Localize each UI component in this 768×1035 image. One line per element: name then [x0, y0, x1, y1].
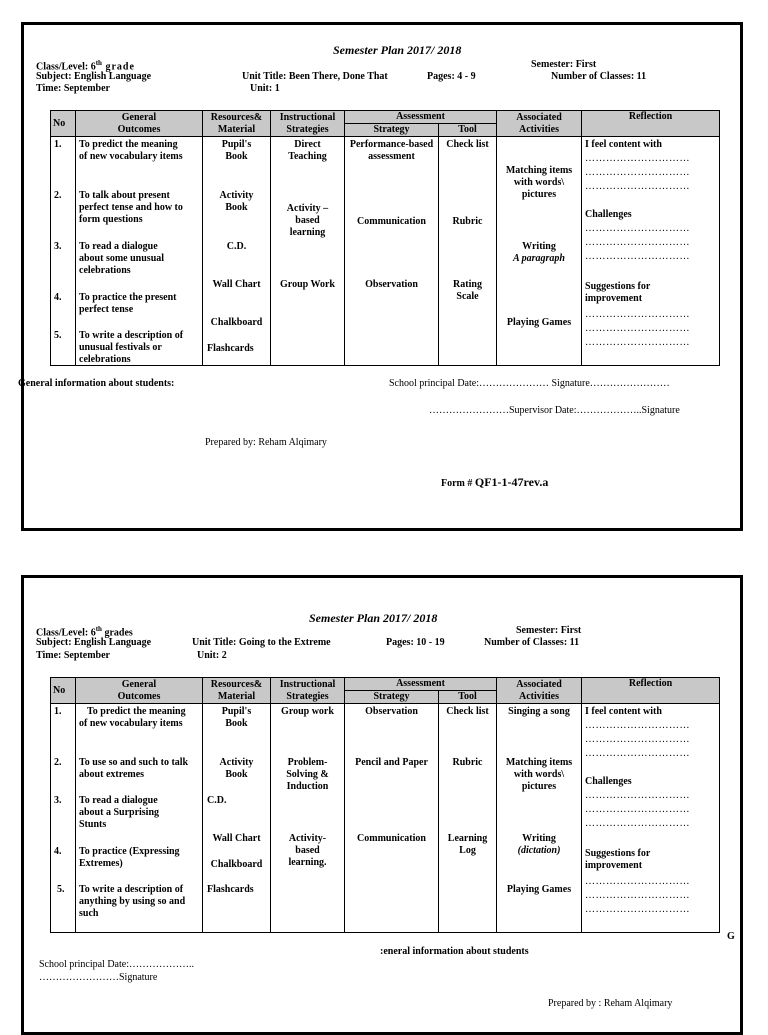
- plan1-strategy: Group Work: [280, 279, 335, 290]
- plan1-number: 4.: [54, 292, 62, 303]
- plan1-resource: C.D.: [226, 241, 247, 252]
- plan2-reflection-dots: …………………………: [585, 734, 691, 745]
- plan2-principal: School principal Date:………………..: [39, 959, 194, 970]
- header-resources-line2: Material: [217, 690, 256, 702]
- plan2-assess-strategy: Observation: [365, 706, 418, 717]
- plan2-activities-cell: [497, 704, 582, 933]
- plan1-pages: Pages: 4 - 9: [427, 71, 476, 82]
- header-reflection: Reflection: [582, 678, 720, 704]
- header-resources-line1: Resources&: [210, 111, 263, 123]
- plan2-class-level-suffix: grades: [101, 627, 133, 639]
- plan1-class-level-prefix: Class/Level: 6: [36, 61, 96, 73]
- header-strategies-line2: Strategies: [286, 690, 329, 702]
- plan2-outcome: To practice (Expressing Extremes): [79, 846, 180, 869]
- plan1-reflection-dots: …………………………: [585, 309, 691, 320]
- plan2-table: [50, 677, 720, 933]
- header-activities-line1: Associated: [516, 111, 562, 123]
- plan1-number: 3.: [54, 241, 62, 252]
- plan2-activity: Singing a song: [508, 706, 570, 717]
- plan2-unit: Unit: 2: [197, 650, 227, 661]
- plan1-activity: Matching items with words\ pictures: [505, 165, 573, 200]
- header-activities-line2: Activities: [519, 690, 560, 702]
- plan2-assess-strategy-cell: [345, 704, 439, 933]
- plan1-time: Time: September: [36, 83, 110, 94]
- plan2-reflection-challenges: Challenges: [585, 776, 632, 787]
- plan2-assess-tool: Rubric: [452, 757, 483, 768]
- plan2-assess-tool: Learning Log: [447, 833, 488, 856]
- plan2-reflection-dots: …………………………: [585, 818, 691, 829]
- header-strategies: [271, 111, 345, 137]
- plan2-outcome: To write a description of anything by using so and such: [79, 884, 186, 919]
- plan1-strategies-cell: [271, 137, 345, 366]
- plan2-resource: Wall Chart: [212, 833, 261, 844]
- plan1-class-level-suffix: grade: [101, 61, 135, 73]
- plan1-form-number: [441, 475, 548, 490]
- plan1-reflection-dots: …………………………: [585, 237, 691, 248]
- plan1-assess-strategy: Communication: [357, 216, 426, 227]
- plan2-time: Time: September: [36, 650, 110, 661]
- plan2-number: 2.: [54, 757, 62, 768]
- plan1-number: 2.: [54, 190, 62, 201]
- plan2-activity: Writing: [522, 833, 556, 844]
- plan1-reflection-suggestions: Suggestions for improvement: [585, 281, 651, 304]
- plan1-class-level-sup: th: [95, 59, 102, 67]
- plan1-title: Semester Plan 2017/ 2018: [333, 43, 462, 57]
- plan2-number: 3.: [54, 795, 62, 806]
- plan1-outcome: To write a description of unusual festivals or celebrations: [79, 330, 184, 365]
- plan1-reflection-dots: …………………………: [585, 337, 691, 348]
- plan2-edge-letter: G: [727, 931, 735, 942]
- header-resources: [203, 678, 271, 704]
- plan2-outcome: To predict the meaning of new vocabulary items: [79, 706, 186, 729]
- plan1-outcome: To read a dialogue about some unusual celebrations: [79, 241, 165, 276]
- plan2-reflection-dots: …………………………: [585, 804, 691, 815]
- plan1-number: 1.: [54, 139, 62, 150]
- plan2-resource: Flashcards: [207, 884, 254, 895]
- plan2-activity: Matching items with words\ pictures: [505, 757, 573, 792]
- plan1-outcome: To predict the meaning of new vocabulary items: [79, 139, 183, 162]
- header-activities-line1: Associated: [516, 678, 562, 690]
- plan2-reflection-dots: …………………………: [585, 748, 691, 759]
- plan2-number: 5.: [57, 884, 65, 895]
- header-tool: Tool: [439, 691, 497, 704]
- plan2-reflection-cell: [582, 704, 720, 933]
- plan2-pages: Pages: 10 - 19: [386, 637, 445, 648]
- plan1-table: [50, 110, 720, 366]
- plan1-reflection-dots: …………………………: [585, 223, 691, 234]
- plan1-resource: Activity Book: [219, 190, 254, 213]
- header-assessment: Assessment: [345, 678, 497, 691]
- plan2-reflection-dots: …………………………: [585, 790, 691, 801]
- plan2-resource: Activity Book: [219, 757, 254, 780]
- plan1-resource: Wall Chart: [212, 279, 261, 290]
- header-no: No: [51, 111, 76, 137]
- plan2-reflection-dots: …………………………: [585, 720, 691, 731]
- plan1-reflection-content: I feel content with: [585, 139, 662, 150]
- plan1-principal: School principal Date:………………… Signature……………………: [389, 378, 670, 389]
- plan1-supervisor: ……………………Supervisor Date:………………..Signature: [429, 405, 680, 416]
- plan1-activity: Writing: [522, 241, 556, 252]
- header-strategy: Strategy: [345, 691, 439, 704]
- plan1-general-info: General information about students:: [18, 378, 175, 389]
- header-outcomes-line2: Outcomes: [117, 690, 161, 702]
- plan1-form-code: QF1-1-47rev.a: [474, 475, 549, 489]
- plan1-outcomes-cell: [76, 137, 203, 366]
- plan1-activity: Playing Games: [506, 317, 572, 328]
- header-resources-line2: Material: [217, 123, 256, 135]
- plan2-subject: Subject: English Language: [36, 637, 152, 648]
- plan1-resource: Chalkboard: [210, 317, 263, 328]
- plan1-reflection-dots: …………………………: [585, 153, 691, 164]
- plan1-assess-tool: Rubric: [452, 216, 483, 227]
- plan2-activity: Playing Games: [506, 884, 572, 895]
- plan2-outcome: To use so and such to talk about extremes: [79, 757, 189, 780]
- plan2-signature: ……………………Signature: [39, 972, 158, 983]
- header-outcomes-line1: General: [121, 678, 157, 690]
- plan2-assess-tool: Check list: [446, 706, 489, 717]
- plan2-outcomes-cell: [76, 704, 203, 933]
- plan2-prepared-by: Prepared by : Reham Alqimary: [548, 998, 673, 1009]
- header-strategies-line2: Strategies: [286, 123, 329, 135]
- header-outcomes-line2: Outcomes: [117, 123, 161, 135]
- plan1-assess-strategy: Observation: [365, 279, 418, 290]
- plan1-reflection-cell: [582, 137, 720, 366]
- header-strategies-line1: Instructional: [279, 678, 336, 690]
- plan1-number: 5.: [54, 330, 62, 341]
- header-resources: [203, 111, 271, 137]
- plan1-outcome: To practice the present perfect tense: [79, 292, 177, 315]
- plan2-resource: Pupil's Book: [221, 706, 252, 729]
- header-assessment: Assessment: [345, 111, 497, 124]
- plan2-class-level-prefix: Class/Level: 6: [36, 627, 96, 639]
- plan1-numbers-cell: [51, 137, 76, 366]
- plan2-semester: Semester: First: [516, 625, 582, 636]
- header-reflection: Reflection: [582, 111, 720, 137]
- plan1-assess-strategy-cell: [345, 137, 439, 366]
- plan2-class-level-sup: th: [95, 625, 102, 633]
- plan2-unit-title: Unit Title: Going to the Extreme: [192, 637, 331, 648]
- plan1-reflection-dots: …………………………: [585, 323, 691, 334]
- header-outcomes: [76, 111, 203, 137]
- plan1-resource: Flashcards: [207, 343, 254, 354]
- plan2-assess-strategy: Communication: [357, 833, 426, 844]
- plan2-resource: C.D.: [207, 795, 227, 806]
- plan1-assess-tool: Rating Scale: [453, 279, 482, 302]
- plan2-assess-tool-cell: [439, 704, 497, 933]
- plan2-resources-cell: [203, 704, 271, 933]
- plan2-num-classes: Number of Classes: 11: [484, 637, 580, 648]
- plan2-activity: (dictation): [517, 845, 561, 856]
- header-activities-line2: Activities: [519, 123, 560, 135]
- header-resources-line1: Resources&: [210, 678, 263, 690]
- plan1-strategy: Activity – based learning: [286, 203, 329, 238]
- plan1-activity: A paragraph: [513, 253, 565, 264]
- header-activities: [497, 678, 582, 704]
- header-activities: [497, 111, 582, 137]
- plan1-reflection-dots: …………………………: [585, 167, 691, 178]
- plan2-strategy: Group work: [281, 706, 334, 717]
- plan2-reflection-dots: …………………………: [585, 876, 691, 887]
- plan2-number: 1.: [54, 706, 62, 717]
- header-outcomes: [76, 678, 203, 704]
- plan1-num-classes: Number of Classes: 11: [551, 71, 647, 82]
- plan1-subject: Subject: English Language: [36, 71, 152, 82]
- plan2-general-info: :eneral information about students: [380, 946, 529, 957]
- plan1-prepared-by: Prepared by: Reham Alqimary: [205, 437, 327, 448]
- header-strategies: [271, 678, 345, 704]
- plan1-assess-tool-cell: [439, 137, 497, 366]
- plan1-resource: Pupil's Book: [221, 139, 252, 162]
- plan1-semester: Semester: First: [531, 59, 597, 70]
- header-strategy: Strategy: [345, 124, 439, 137]
- plan2-strategy: Problem-Solving & Induction: [286, 757, 329, 792]
- plan1-resources-cell: [203, 137, 271, 366]
- header-strategies-line1: Instructional: [279, 111, 336, 123]
- header-no: No: [51, 678, 76, 704]
- plan1-reflection-dots: …………………………: [585, 181, 691, 192]
- plan2-reflection-content: I feel content with: [585, 706, 662, 717]
- plan1-outcome: To talk about present perfect tense and how to form questions: [79, 190, 183, 225]
- plan2-resource: Chalkboard: [210, 859, 263, 870]
- plan2-number: 4.: [54, 846, 62, 857]
- plan2-assess-strategy: Pencil and Paper: [355, 757, 428, 768]
- plan2-reflection-dots: …………………………: [585, 890, 691, 901]
- plan1-reflection-dots: …………………………: [585, 251, 691, 262]
- plan2-title: Semester Plan 2017/ 2018: [309, 611, 438, 625]
- plan2-reflection-dots: …………………………: [585, 904, 691, 915]
- plan1-assess-tool: Check list: [446, 139, 489, 150]
- plan1-strategy: Direct Teaching: [288, 139, 327, 162]
- header-tool: Tool: [439, 124, 497, 137]
- header-outcomes-line1: General: [121, 111, 157, 123]
- plan1-reflection-challenges: Challenges: [585, 209, 632, 220]
- plan1-assess-strategy: Performance-based assessment: [349, 139, 434, 162]
- plan1-activities-cell: [497, 137, 582, 366]
- plan2-numbers-cell: [51, 704, 76, 933]
- plan2-outcome: To read a dialogue about a Surprising Stunts: [79, 795, 160, 830]
- plan1-unit: Unit: 1: [250, 83, 280, 94]
- plan1-form-prefix: Form #: [441, 478, 475, 489]
- plan2-strategies-cell: [271, 704, 345, 933]
- plan2-reflection-suggestions: Suggestions for improvement: [585, 848, 651, 871]
- plan2-strategy: Activity-based learning.: [288, 833, 327, 868]
- plan1-unit-title: Unit Title: Been There, Done That: [242, 71, 388, 82]
